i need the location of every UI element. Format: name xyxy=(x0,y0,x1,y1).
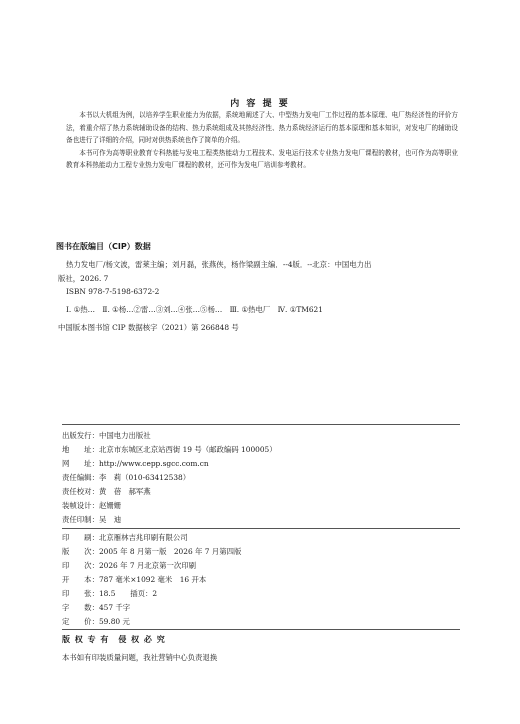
divider-bottom xyxy=(62,629,460,630)
print-manager-line: 责任印制：吴 迪 xyxy=(62,515,122,524)
price-line: 定 价：59.80 元 xyxy=(62,617,130,626)
address-line: 地 址：北京市东城区北京站西街 19 号（邮政编码 100005） xyxy=(62,445,277,454)
cip-classification: Ⅰ. ①热… Ⅱ. ①杨…②雷…③刘…④张…⑤杨… Ⅲ. ①热电厂 Ⅳ. ①TM621 xyxy=(66,305,323,314)
divider-top xyxy=(62,424,460,425)
summary-paragraph-2: 本书可作为高等职业教育专科热能与发电工程类热能动力工程技术、发电运行技术专业热力发电厂课程的教材，也可作为高等职业教育本科热能动力工程专业热力发电厂课程的教材，还可作为发电厂培训参考教材。 xyxy=(66,148,458,169)
format-line: 开 本：787 毫米×1092 毫米 16 开本 xyxy=(62,575,207,584)
website-line: 网 址：http://www.cepp.sgcc.com.cn xyxy=(62,459,209,468)
edition-line: 版 次：2005 年 8 月第一版 2026 年 7 月第四版 xyxy=(62,547,242,556)
summary-paragraph-1: 本书以大机组为例，以培养学生职业能力为依据，系统地阐述了大、中型热力发电厂工作过程的基本原理、电厂热经济性的评价方法，着重介绍了热力系统辅助设备的结构、热力系统组成及其热经济性、热力系统经济运行的基本原理和基本知识，对发电厂的辅助设备也进行了详细的介绍，同时对供热系统也作了简单的介绍。 xyxy=(66,111,458,144)
cip-isbn: ISBN 978-7-5198-6372-2 xyxy=(66,287,160,296)
divider-middle xyxy=(62,528,460,529)
impression-line: 印 次：2026 年 7 月北京第一次印刷 xyxy=(62,561,197,570)
designer-line: 装帧设计：赵姗姗 xyxy=(62,501,122,510)
word-count-line: 字 数：457 千字 xyxy=(62,603,131,612)
publisher-line: 出版发行：中国电力出版社 xyxy=(62,431,151,440)
cip-record-line-2: 版社，2026. 7 xyxy=(58,274,109,283)
printer-line: 印 刷：北京雁林吉兆印刷有限公司 xyxy=(62,533,188,542)
copyright-title: 版 权 专 有 侵 权 必 究 xyxy=(62,635,166,644)
sheets-line: 印 张：18.5 插页：2 xyxy=(62,589,158,598)
proofreader-line: 责任校对：黄 蓓 郝军燕 xyxy=(62,487,151,496)
summary-body xyxy=(66,109,458,172)
cip-record-line-1: 热力发电厂/杨文波，雷莱主编；刘月磊，张燕侠，杨作梁副主编．--4版．--北京：中国电力出 xyxy=(66,260,372,269)
summary-title: 内 容 提 要 xyxy=(230,99,290,109)
cip-data-number: 中国版本图书馆 CIP 数据核字（2021）第 266848 号 xyxy=(58,323,239,332)
editor-line: 责任编辑：李 莉（010-63412538） xyxy=(62,473,191,482)
return-notice: 本书如有印装质量问题，我社营销中心负责退换 xyxy=(62,653,218,662)
cip-title: 图书在版编目（CIP）数据 xyxy=(56,242,151,251)
